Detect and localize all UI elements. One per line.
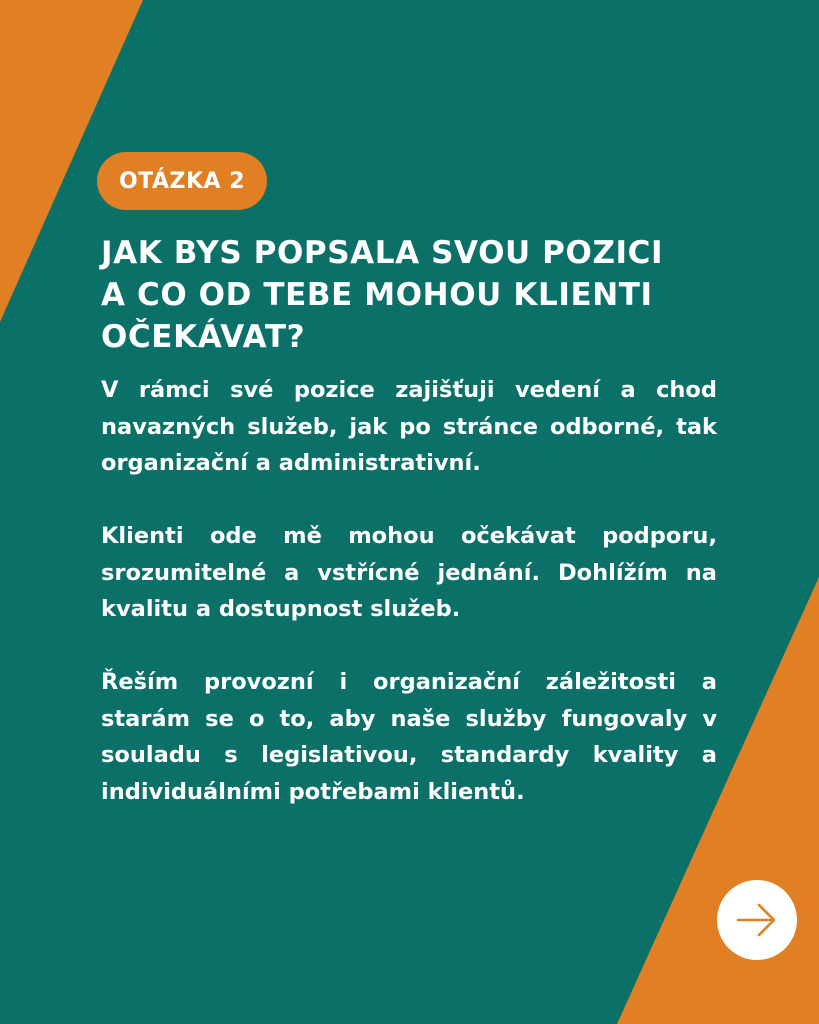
answer-paragraph: V rámci své pozice zajišťuji vedení a chod navazných služeb, jak po stránce odborné, tak organizační a administrativní. bbox=[101, 377, 717, 476]
question-title: JAK BYS POPSALA SVOU POZICI A CO OD TEBE MOHOU KLIENTI OČEKÁVAT? bbox=[101, 235, 664, 355]
answer-paragraph: Klienti ode mě mohou očekávat podporu, srozumitelné a vstřícné jednání. Dohlížím na kvalitu a dostupnost služeb. bbox=[101, 523, 717, 622]
arrow-right-icon bbox=[734, 897, 780, 943]
answer-text bbox=[101, 372, 717, 810]
question-badge: OTÁZKA 2 bbox=[97, 152, 267, 210]
next-slide-button[interactable] bbox=[717, 880, 797, 960]
answer-paragraph: Řeším provozní i organizační záležitosti a starám se o to, aby naše služby fungovaly v souladu s legislativou, standardy kvality a individuálními potřebami klientů. bbox=[101, 669, 717, 805]
